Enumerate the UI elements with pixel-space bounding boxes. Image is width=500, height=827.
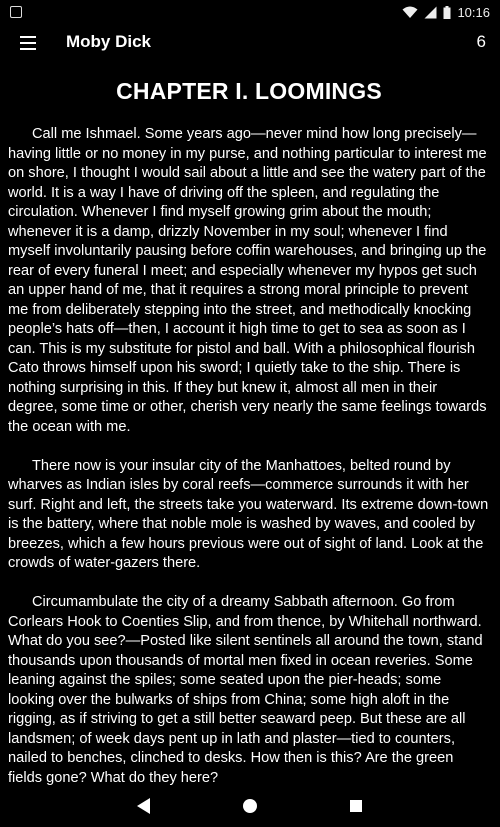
notification-icon <box>10 6 22 18</box>
page-number: 6 <box>477 32 486 52</box>
status-bar <box>0 0 500 24</box>
menu-button[interactable] <box>20 34 40 52</box>
battery-icon <box>443 6 451 19</box>
hamburger-menu-icon-line-2 <box>20 42 36 44</box>
paragraph: There now is your insular city of the Manhattoes, belted round by wharves as Indian isles by coral reefs—commerce surrounds it with her surf. Right and left, the streets take you waterward. Its extreme down-town is the battery, where that noble mole is washed by waves, and cooled by breezes, which a few hours previous were out of sight of land. Look at the crowds of water-gazers there. <box>8 457 490 574</box>
reader-content[interactable] <box>0 62 500 758</box>
home-circle-icon[interactable] <box>242 797 258 815</box>
cellular-signal-icon <box>424 6 437 19</box>
app-bar <box>0 24 500 62</box>
status-right <box>402 5 490 20</box>
paragraph: Call me Ishmael. Some years ago—never mind how long precisely—having little or no money in my purse, and nothing particular to interest me on shore, I thought I would sail about a little and see the watery part of the world. It is a way I have of driving off the spleen, and regulating the circulation. Whenever I find myself growing grim about the mouth; whenever it is a damp, drizzly November in my soul; whenever I find myself involuntarily pausing before coffin warehouses, and bringing up the rear of every funeral I meet; and especially whenever my hypos get such an upper hand of me, that it requires a strong moral principle to prevent me from deliberately stepping into the street, and methodically knocking people’s hats off—then, I account it high time to get to sea as soon as I can. This is my substitute for pistol and ball. With a philosophical flourish Cato throws himself upon his sword; I quietly take to the ship. There is nothing surprising in this. If they but knew it, almost all men in their degree, some time or other, cherish very nearly the same feelings towards the ocean with me. <box>8 125 490 437</box>
app-title: Moby Dick <box>66 32 151 52</box>
recent-apps-square-icon[interactable] <box>348 797 364 815</box>
navigation-bar <box>0 785 500 827</box>
status-time: 10:16 <box>457 5 490 20</box>
hamburger-menu-icon <box>20 36 36 38</box>
status-left <box>10 6 22 18</box>
chapter-title: CHAPTER I. LOOMINGS <box>8 78 490 105</box>
hamburger-menu-icon-line-3 <box>20 48 36 50</box>
back-triangle-icon[interactable] <box>136 797 152 815</box>
wifi-icon <box>402 6 418 19</box>
paragraph: Circumambulate the city of a dreamy Sabbath afternoon. Go from Corlears Hook to Coenties Slip, and from thence, by Whitehall northward. What do you see?—Posted like silent sentinels all around the town, stand thousands upon thousands of mortal men fixed in ocean reveries. Some leaning against the spiles; some seated upon the pier-heads; some looking over the bulwarks of ships from China; some high aloft in the rigging, as if striving to get a still better seaward peep. But these are all landsmen; of week days pent up in lath and plaster—tied to counters, nailed to benches, clinched to desks. How then is this? Are the green fields gone? What do they here? <box>8 593 490 788</box>
